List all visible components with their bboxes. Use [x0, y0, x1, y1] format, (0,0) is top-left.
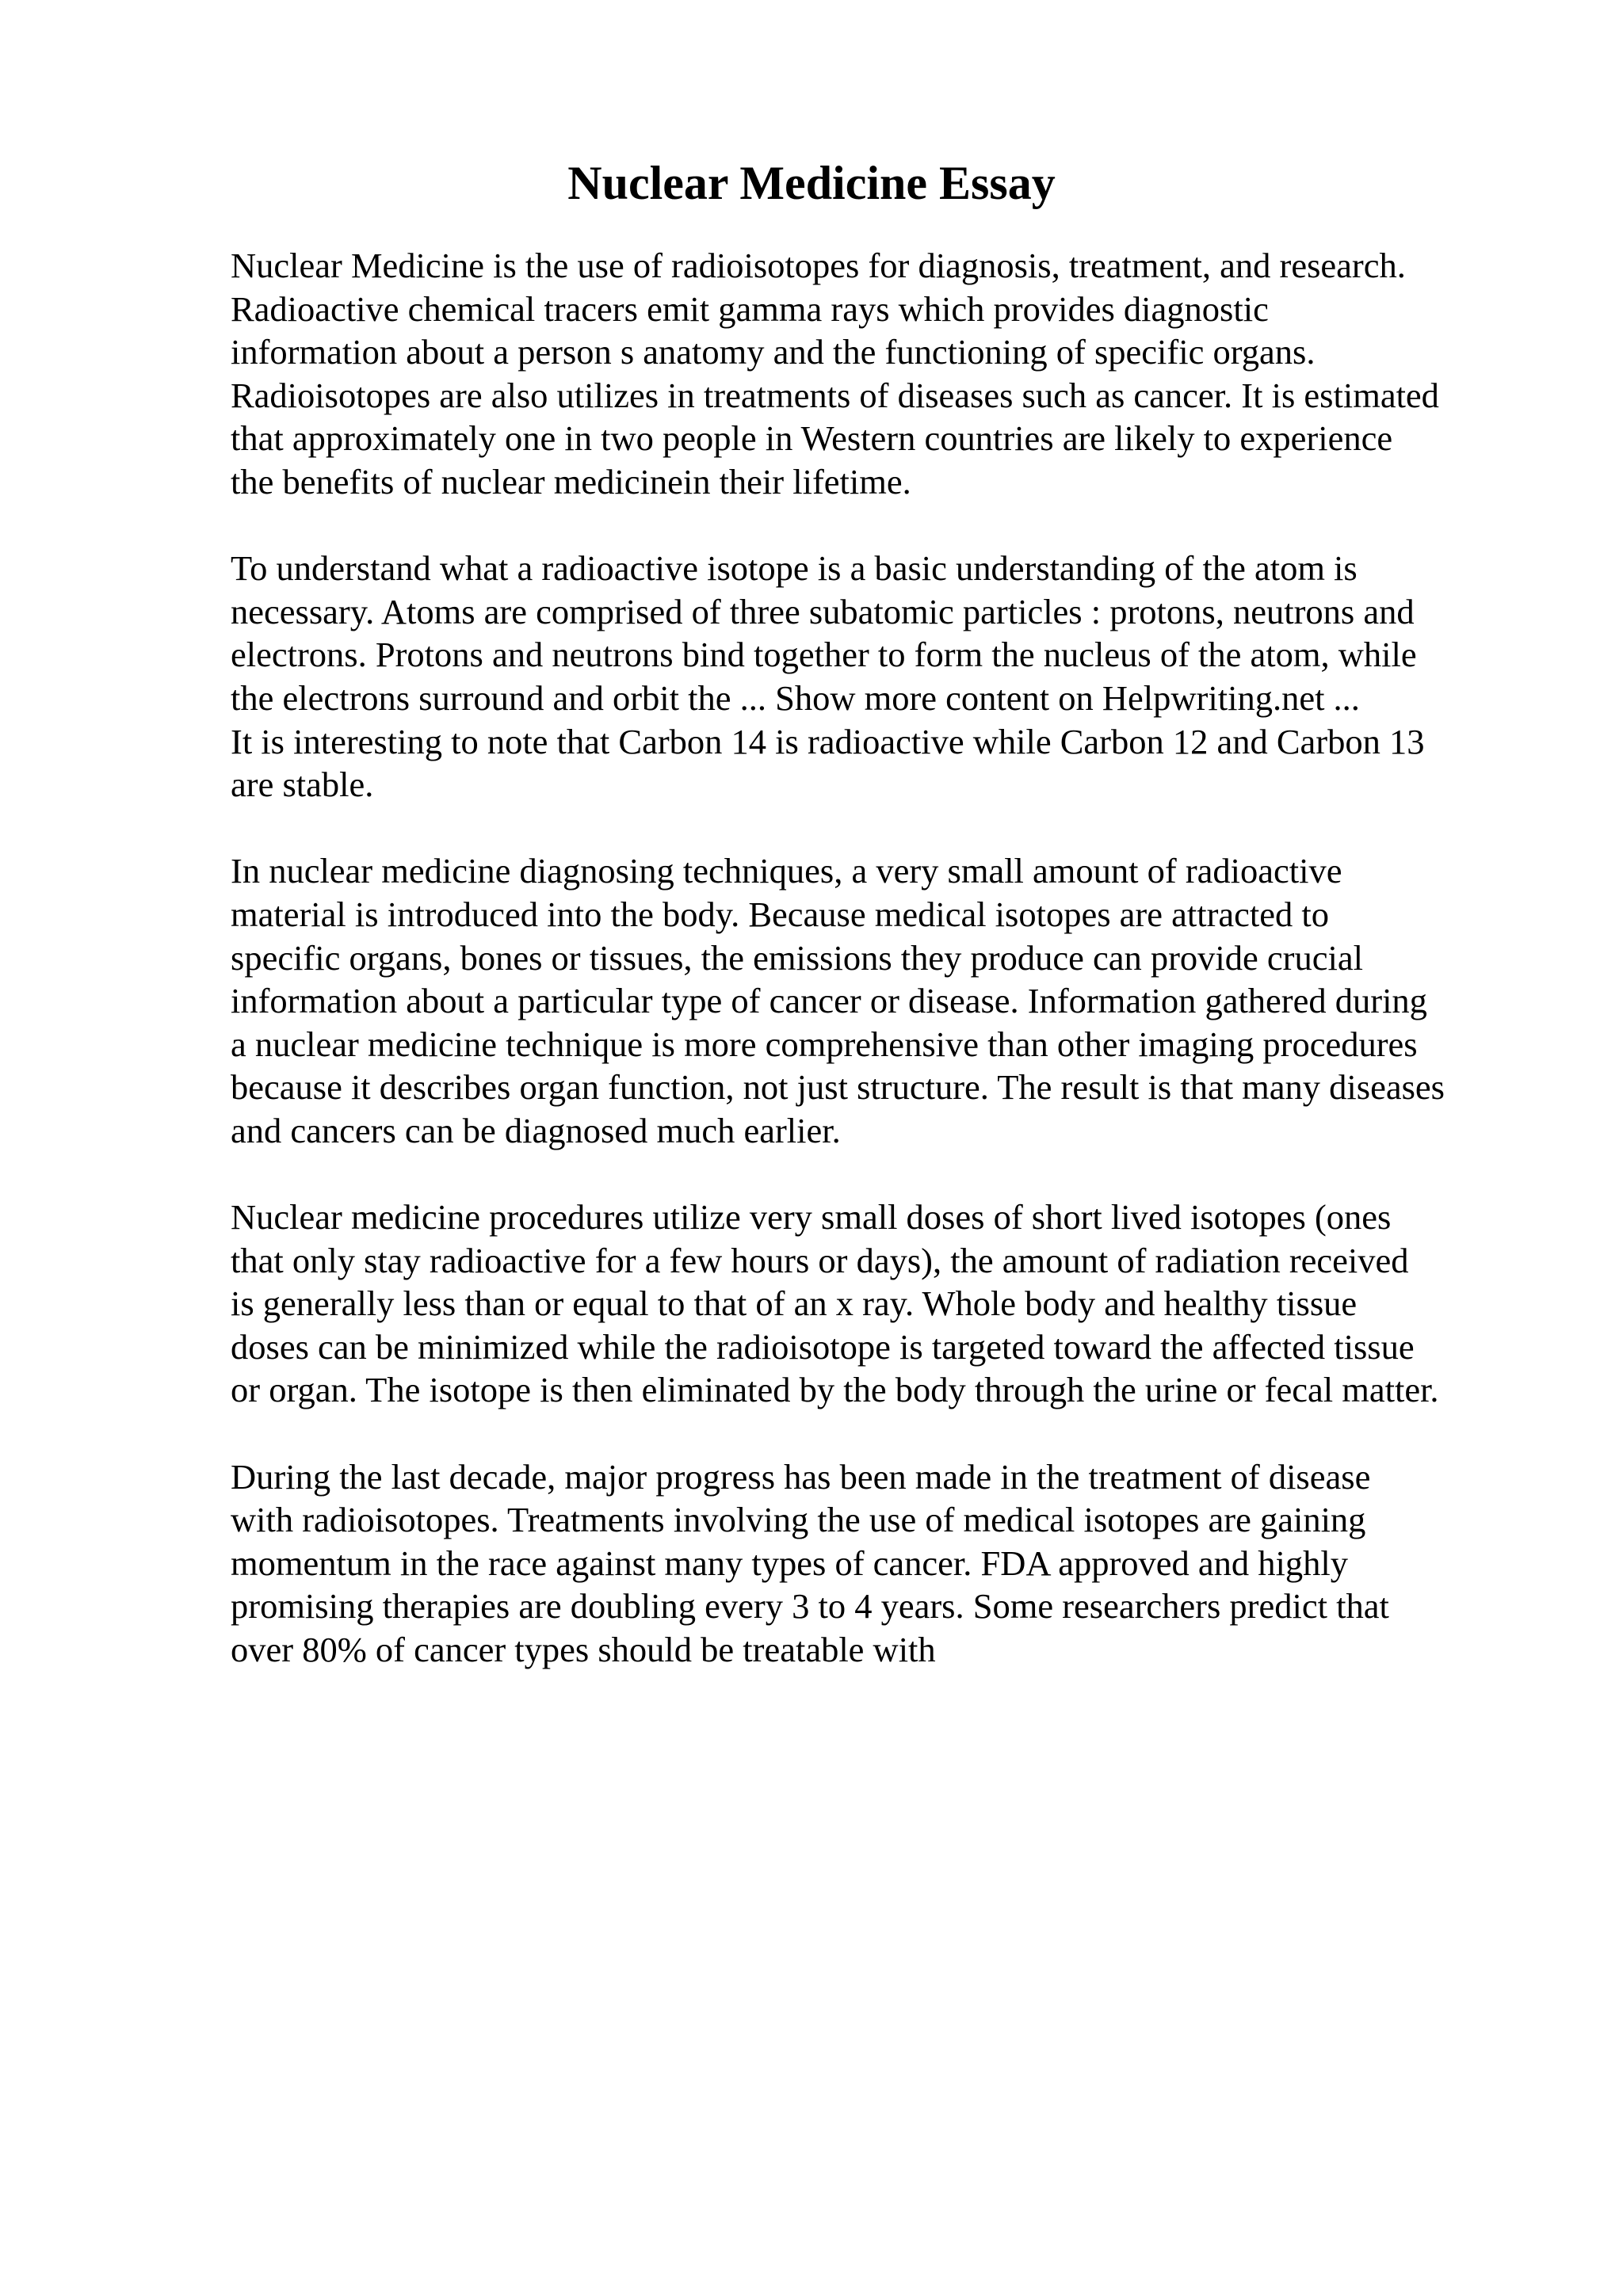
paragraph-3 [231, 849, 1514, 1152]
text-line: are stable. [231, 765, 374, 805]
text-line: promising therapies are doubling every 3 to 4 years. Some researchers predict that [231, 1586, 1389, 1627]
text-line: doses can be minimized while the radioisotope is targeted toward the affected tissue [231, 1326, 1415, 1367]
text-line: Nuclear medicine procedures utilize very small doses of short lived isotopes (ones [231, 1197, 1392, 1238]
text-line: specific organs, bones or tissues, the emissions they produce can provide crucial [231, 937, 1363, 978]
text-line: or organ. The isotope is then eliminated by the body through the urine or fecal matter. [231, 1370, 1439, 1410]
paragraph-4 [231, 1196, 1514, 1412]
text-line: material is introduced into the body. Because medical isotopes are attracted to [231, 894, 1330, 934]
text-line: Radioactive chemical tracers emit gamma rays which provides diagnostic [231, 288, 1269, 329]
text-line: necessary. Atoms are comprised of three subatomic particles : protons, neutrons and [231, 591, 1415, 631]
text-line: is generally less than or equal to that of an x ray. Whole body and healthy tissue [231, 1283, 1358, 1324]
paragraph-5 [231, 1455, 1514, 1672]
text-line: During the last decade, major progress has been made in the treatment of disease [231, 1456, 1371, 1497]
text-line: that approximately one in two people in Western countries are likely to experience [231, 418, 1393, 459]
essay-body [231, 244, 1514, 1714]
text-line: information about a particular type of cancer or disease. Information gathered during [231, 981, 1427, 1021]
text-line: momentum in the race against many types of cancer. FDA approved and highly [231, 1543, 1349, 1583]
text-line: and cancers can be diagnosed much earlier. [231, 1110, 841, 1150]
text-line: Nuclear Medicine is the use of radioisotopes for diagnosis, treatment, and research. [231, 246, 1406, 285]
text-line: over 80% of cancer types should be treatable with [231, 1630, 936, 1669]
text-line: It is interesting to note that Carbon 14 is radioactive while Carbon 12 and Carbon 13 [231, 721, 1425, 761]
text-line: with radioisotopes. Treatments involving the use of medical isotopes are gaining [231, 1500, 1366, 1540]
text-line: In nuclear medicine diagnosing techniques, a very small amount of radioactive [231, 851, 1342, 891]
text-line: electrons. Protons and neutrons bind together to form the nucleus of the atom, while [231, 635, 1417, 675]
paragraph-2 [231, 547, 1514, 807]
page-title: Nuclear Medicine Essay [567, 157, 1056, 209]
text-line: the benefits of nuclear medicinein their lifetime. [231, 461, 911, 502]
text-line: the electrons surround and orbit the ... Show more content on Helpwriting.net ... [231, 677, 1360, 718]
text-line: that only stay radioactive for a few hours or days), the amount of radiation received [231, 1240, 1409, 1280]
text-line: because it describes organ function, not just structure. The result is that many diseases [231, 1067, 1445, 1108]
text-line: Radioisotopes are also utilizes in treatments of diseases such as cancer. It is estimated [231, 375, 1439, 415]
text-line: a nuclear medicine technique is more comprehensive than other imaging procedures [231, 1024, 1418, 1064]
paragraph-1 [231, 244, 1514, 504]
text-line: information about a person s anatomy and the functioning of specific organs. [231, 332, 1316, 372]
text-line: To understand what a radioactive isotope is a basic understanding of the atom is [231, 548, 1358, 589]
